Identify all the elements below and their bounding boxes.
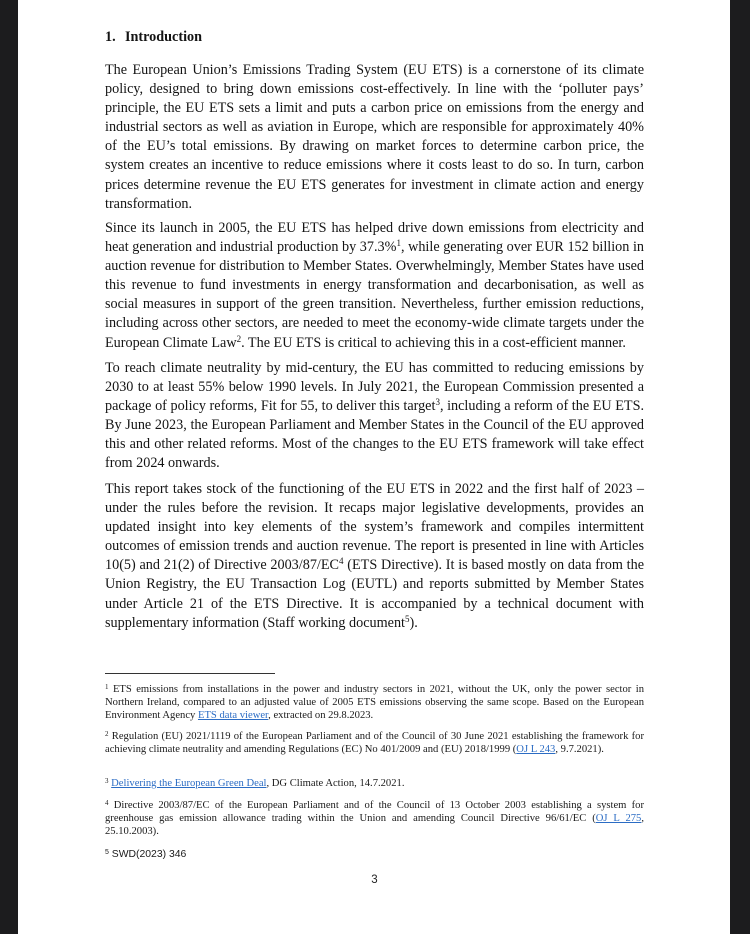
paragraph-text: To reach climate neutrality by mid-century, the EU has committed to reducing emissions by 2030 to at least 55% below 1990 levels. In July 2021, the European Commission presented a package of policy reforms, Fit for 55, to deliver this target <box>105 360 644 415</box>
footnote-ref-3[interactable]: 3 <box>435 397 440 408</box>
ets-data-viewer-link[interactable]: ETS data viewer <box>197 710 269 721</box>
oj-l-275-link[interactable]: OJ L 275 <box>595 813 642 824</box>
paragraph-text: . The EU ETS is critical to achieving this in a cost-efficient manner. <box>241 334 626 351</box>
footnote-3 <box>105 777 644 790</box>
paragraph-4 <box>105 480 644 633</box>
paragraph-text: Since its launch in 2005, the EU ETS has helped drive down emissions from electricity and heat generation and industrial production by 37.3% <box>105 220 644 256</box>
footnote-ref-2[interactable]: 2 <box>236 333 242 344</box>
paragraph-text: This report takes stock of the functioning of the EU ETS in 2022 and the first half of 2023 – under the rules before the revision. It recaps major legislative developments, provides an updated insight into key elements of the system’s framework and compiles intermittent outcomes of emission trends and auction revenue. The report is presented in line with Articles 10(5) and 21(2) of Directive 2003/87/EC <box>105 481 644 574</box>
paragraph-text: , while generating over EUR 152 billion in auction revenue for distribution to Member States. Overwhelmingly, Member States have used this revenue to fund investments in energy transformation and decarbonisation, as well as social measures in support of the green transition. Nevertheless, further emission reductions, including across other sectors, are needed to meet the economy-wide climate targets under the European Climate Law <box>105 239 644 351</box>
footnote-text: Directive 2003/87/EC of the European Parliament and of the Council of 13 October 2003 establishing a system for greenhouse gas emission allowance trading within the Union and amending Council Directive 96/61/EC ( <box>105 800 644 824</box>
footnote-ref-1[interactable]: 1 <box>396 238 401 249</box>
paragraph-2 <box>105 219 644 353</box>
footnote-text: , extracted on 29.8.2023. <box>268 710 374 721</box>
footnote-text: , 25.10.2003). <box>105 813 644 837</box>
footnote-text: , DG Climate Action, 14.7.2021. <box>266 778 405 789</box>
section-heading <box>105 29 202 46</box>
footnote-1 <box>105 683 644 722</box>
green-deal-link[interactable]: Delivering the European Green Deal <box>111 778 267 789</box>
paragraph-text: The European Union’s Emissions Trading System (EU ETS) is a cornerstone of its climate policy, designed to bring down emissions cost-effectively. In line with the ‘polluter pays’ principle, the EU ETS sets a limit and puts a carbon price on emissions from the energy and industrial sectors as well as aviation in Europe, which are responsible for approximately 40% of the EU’s total emissions. By drawing on market forces to determine carbon price, the system creates an incentive to reduce emissions where it costs least to do so. In turn, carbon prices determine revenue the EU ETS generates for investment in climate action and energy transformation. <box>105 62 644 212</box>
oj-l-243-link[interactable]: OJ L 243 <box>516 744 556 755</box>
paragraph-1 <box>105 61 644 214</box>
footnote-text: Regulation (EU) 2021/1119 of the European Parliament and of the Council of 30 June 2021 establishing the framework for achieving climate neutrality and amending Regulations (EC) No 401/2009 and (EU) 2018/1999 ( <box>105 731 644 755</box>
footnote-mark: 4 <box>105 799 109 807</box>
footnote-separator <box>105 673 275 674</box>
paragraph-text: (ETS Directive). It is based mostly on data from the Union Registry, the EU Transaction Log (EUTL) and reports submitted by Member States under Article 21 of the ETS Directive. It is accompanied by a technical document with supplementary information (Staff working document <box>105 557 644 631</box>
section-number: 1. <box>105 29 116 45</box>
document-page <box>18 0 730 934</box>
footnote-mark: 2 <box>105 730 109 738</box>
footnote-2 <box>105 730 644 756</box>
footnote-ref-4[interactable]: 4 <box>338 556 344 567</box>
paragraph-3 <box>105 359 644 474</box>
section-title: Introduction <box>125 29 202 45</box>
footnote-text: , 9.7.2021). <box>555 744 604 755</box>
footnote-5 <box>105 848 644 861</box>
footnote-ref-5[interactable]: 5 <box>404 613 410 624</box>
paragraph-text: ). <box>409 614 418 631</box>
page-number: 3 <box>371 874 378 886</box>
footnote-text: ETS emissions from installations in the power and industry sectors in 2021, without the UK, only the power sector in Northern Ireland, compared to an adjusted value of 2005 ETS emissions observing the same scope. Based on the European Environment Agency <box>105 684 644 721</box>
footnote-mark: 3 <box>105 777 109 785</box>
footnote-4 <box>105 799 644 838</box>
paragraph-text: , including a reform of the EU ETS. By June 2023, the European Parliament and Member States in the Council of the EU approved this and other related reforms. Most of the changes to the EU ETS framework will take effect from 2024 onwards. <box>105 398 645 472</box>
footnote-mark: 1 <box>105 683 109 691</box>
footnote-mark: 5 <box>105 849 109 856</box>
footnote-text: SWD(2023) 346 <box>108 849 187 860</box>
